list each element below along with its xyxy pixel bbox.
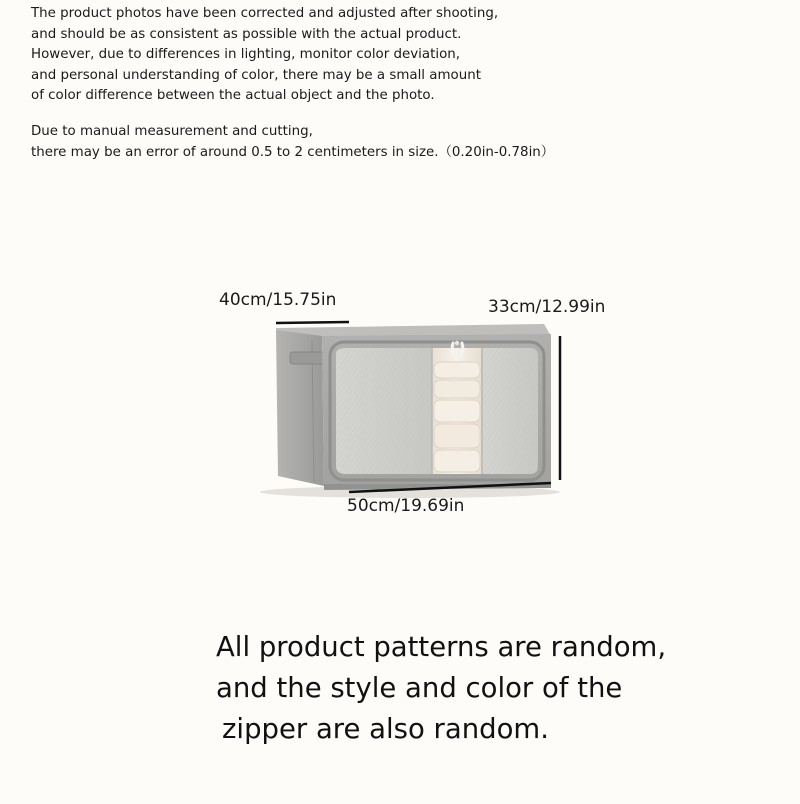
note-line: zipper are also random. [222,713,549,745]
folded-towels [434,362,480,472]
depth-dimension-line [276,322,349,323]
side-handle [290,352,326,364]
width-label: 50cm/19.69in [347,496,465,516]
note-line: and the style and color of the [216,672,623,704]
disclaimer-line: Due to manual measurement and cutting, [31,123,313,139]
disclaimer-line: of color difference between the actual object and the photo. [31,88,435,104]
note-line: All product patterns are random, [216,631,667,663]
disclaimer-line: The product photos have been corrected and adjusted after shooting, [31,6,499,21]
height-label: 33cm/12.99in [488,297,606,317]
depth-label: 40cm/15.75in [219,290,337,310]
disclaimer-line: and personal understanding of color, there may be a small amount [31,67,481,83]
disclaimer-line: and should be as consistent as possible with the actual product. [31,26,462,42]
disclaimer-line: However, due to differences in lighting, monitor color deviation, [31,47,461,63]
random-pattern-note [216,627,666,750]
disclaimer-line: there may be an error of around 0.5 to 2 centimeters in size.（0.20in-0.78in） [31,144,555,160]
